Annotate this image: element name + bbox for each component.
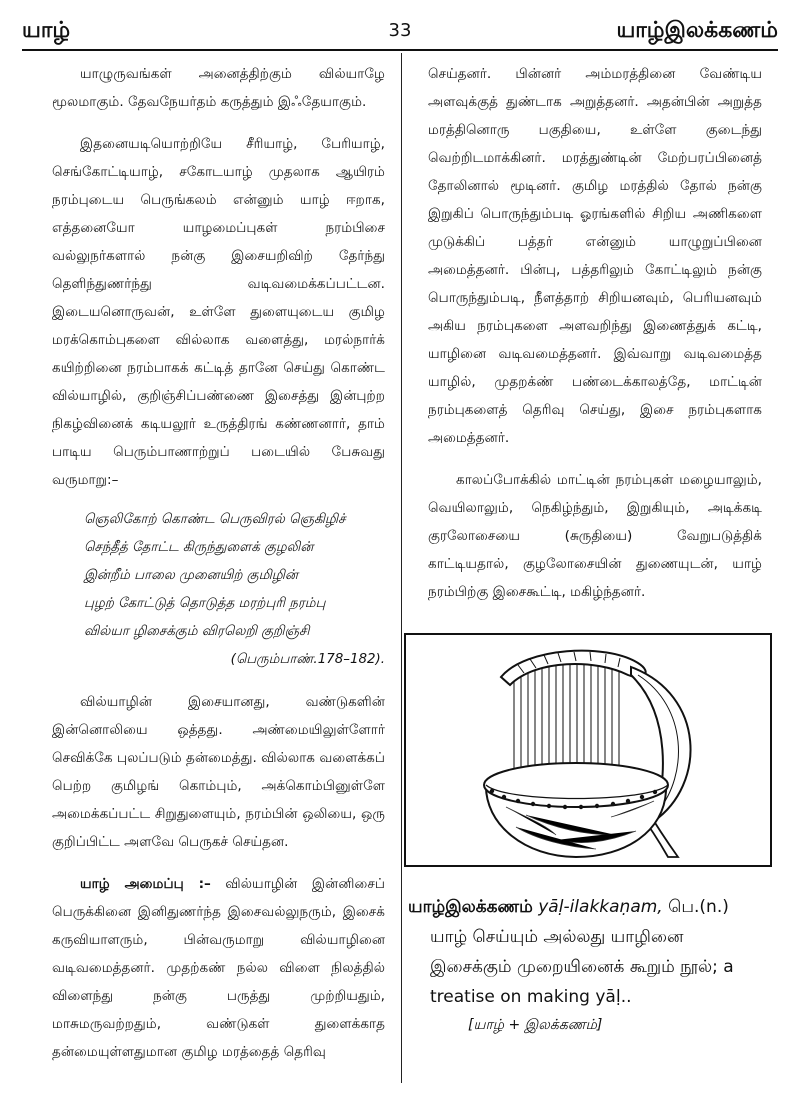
page-number: 33 <box>388 20 412 41</box>
entry-etymology: [யாழ் + இலக்கணம்] <box>468 1017 603 1033</box>
verse-quote <box>84 506 385 646</box>
harp-illustration <box>404 633 772 867</box>
entry-headword: யாழ்இலக்கணம் <box>408 897 533 917</box>
verse-line: செந்தீத் தோட்ட கிருந்துளைக் குழலின் <box>84 540 314 555</box>
paragraph-text: வில்யாழின் இன்னிசைப் பெருக்கினை இனிதுணர்ந்த இசைவல்லுநரும், இசைக் கருவியாளரும், பின்வருமாறு வில்யாழினை வடிவமைத்தனர். முதற்கண் நல்ல விளை நிலத்தில் விளைந்து நன்கு பருத்து முற்றியதும், மாசுமருவற்றதும், வண்டுகள் துளைக்காத தன்மையுள்ளதுமான குமிழ மரத்தைத் தெரிவு <box>52 876 385 1060</box>
entry-part-of-speech: பெ.(n.) <box>662 897 729 917</box>
paragraph: செய்தனர். பின்னர் அம்மரத்தினை வேண்டிய அளவுக்குத் துண்டாக அறுத்தனர். அதன்பின் அறுத்த மரத்தினொரு பகுதியை, உள்ளே குடைந்து வெற்றிடமாக்கினர். மரத்துண்டின் மேற்பரப்பினைத் தோலினால் மூடினர். குமிழ மரத்தில் தோல் நன்கு இறுகிப் பொருந்தும்படி ஓரங்களில் சிறிய அணிகளை முடுக்கிப் பத்தர் என்னும் யாழுறுப்பினை அமைத்தனர். பின்பு, பத்தரிலும் கோட்டிலும் நன்கு பொருந்தும்படி, நீளத்தாற் சிறியனவும், பெரியனவும் அகிய நரம்புகளை அளவறிந்து இணைத்துக் கட்டி, யாழினை வடிவமைத்தனர். இவ்வாறு வடிவமைத்த யாழில், முதறக்ண் பண்டைக்காலத்தே, மாட்டின் நரம்புகளைத் தெரிவு செய்து, இசை நரம்புகளாக அமைத்தனர். <box>428 66 762 446</box>
running-head-left: யாழ் <box>22 18 71 43</box>
paragraph: யாழுருவங்கள் அனைத்திற்கும் வில்யாழே மூலமாகும். தேவநேயர்தம் கருத்தும் இஃதேயாகும். <box>52 66 385 110</box>
header-rule <box>22 49 778 51</box>
left-column <box>52 60 385 1066</box>
page-header <box>22 18 778 52</box>
entry-transliteration: yāḷ-ilakkaṇam, <box>532 897 663 917</box>
paragraph <box>52 870 385 1066</box>
entry-headline <box>408 892 768 922</box>
verse-line: இன்றீம் பாலை முனையிற் குமிழின் <box>84 568 298 583</box>
verse-line: ஞெலிகோற் கொண்ட பெருவிரல் ஞெகிழிச் <box>84 512 346 527</box>
section-subtitle: யாழ் அமைப்பு :– <box>80 876 211 892</box>
paragraph: இதனையடியொற்றியே சீரியாழ், பேரியாழ், செங்கோட்டியாழ், சகோடயாழ் முதலாக ஆயிரம் நரம்புடைய பெருங்கலம் என்னும் யாழ் ஈறாக, எத்தனையோ யாழமைப்புகள் நரம்பிசை வல்லுநர்களால் நன்கு இசையறிவிற் தேர்ந்து தெளிந்துணர்ந்து வடிவமைக்கப்பட்டன. இடையனொருவன், உள்ளே துளையுடைய குமிழ மரக்கொம்புகளை வில்லாக வளைத்து, மரல்நார்க் கயிற்றினை நரம்பாகக் கட்டித் தானே செய்து கொண்ட வில்யாழில், குறிஞ்சிப்பண்ணை இசைத்து இன்புற்ற நிகழ்வினைக் கடியலூர் உருத்திரங் கண்ணனார், தாம் பாடிய பெரும்பாணாற்றுப் படையில் பேசுவது வருமாறு:– <box>52 136 385 488</box>
verse-citation: (பெரும்பாண்.178–182). <box>230 652 385 667</box>
right-column <box>428 60 762 606</box>
running-head-right: யாழ்இலக்கணம் <box>616 18 778 43</box>
dictionary-entry <box>408 892 768 1012</box>
yazh-drawing <box>406 635 770 865</box>
verse-line: புழற் கோட்டுத் தொடுத்த மரற்புரி நரம்பு <box>84 596 326 611</box>
entry-definition: யாழ் செய்யும் அல்லது யாழினை இசைக்கும் முறையினைக் கூறும் நூல்; a treatise on making yāḷ.. <box>430 927 734 1007</box>
column-divider <box>401 53 402 1083</box>
paragraph: வில்யாழின் இசையானது, வண்டுகளின் இன்னொலியை ஒத்தது. அண்மையிலுள்ளோர் செவிக்கே புலப்படும் தன்மைத்து. வில்லாக வளைக்கப் பெற்ற குமிழங் கொம்பும், அக்கொம்பினுள்ளே அமைக்கப்பட்ட சிறுதுளையும், நரம்பின் ஒலியை, ஒரு குறிப்பிட்ட அளவே பெருகச் செய்தன. <box>52 694 385 850</box>
verse-line: வில்யா ழிசைக்கும் விரலெறி குறிஞ்சி <box>84 624 310 639</box>
paragraph: காலப்போக்கில் மாட்டின் நரம்புகள் மழையாலும், வெயிலாலும், நெகிழ்ந்தும், இறுகியும், அடிக்கடி குரலோசையை (சுருதியை) வேறுபடுத்திக் காட்டியதால், குழலோசையின் துணையுடன், யாழ் நரம்பிற்கு இசைகூட்டி, மகிழ்ந்தனர். <box>428 472 762 600</box>
